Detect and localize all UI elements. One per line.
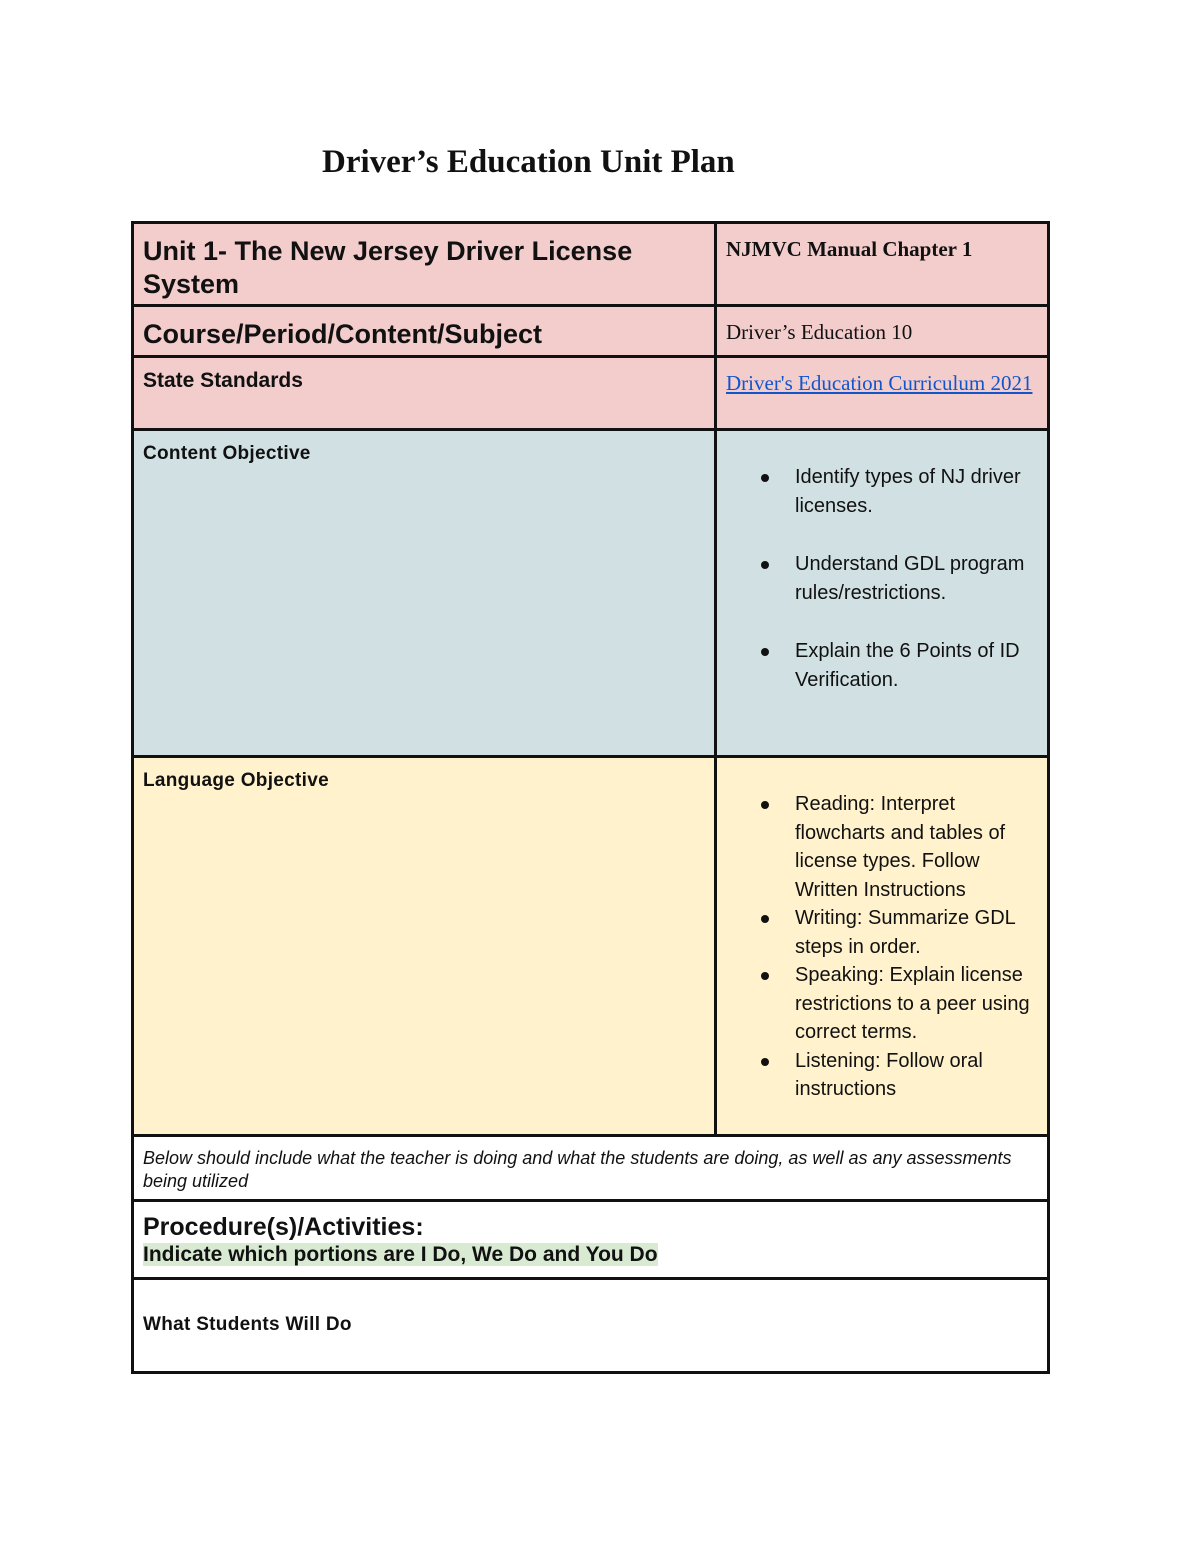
- table-row: [133, 1201, 1049, 1279]
- unit-label-cell: [133, 223, 716, 306]
- unit-label: Unit 1- The New Jersey Driver License System: [143, 236, 633, 299]
- course-value-cell: [716, 306, 1049, 357]
- list-item: Understand GDL program rules/restrictions.: [795, 550, 1039, 607]
- unit-value-cell: [716, 223, 1049, 306]
- students-label: What Students Will Do: [143, 1314, 352, 1335]
- bullet-icon: [761, 915, 769, 923]
- course-label-cell: [133, 306, 716, 357]
- document-title: Driver’s Education Unit Plan: [322, 144, 735, 180]
- content-objective-label: Content Objective: [143, 443, 311, 464]
- standards-label-cell: [133, 357, 716, 430]
- bullet-icon: [761, 648, 769, 656]
- list-item: Identify types of NJ driver licenses.: [795, 463, 1039, 520]
- curriculum-link[interactable]: Driver's Education Curriculum 2021: [726, 371, 1033, 395]
- language-objective-label: Language Objective: [143, 770, 329, 791]
- list-item: Listening: Follow oral instructions: [795, 1047, 1039, 1104]
- list-item: Explain the 6 Points of ID Verification.: [795, 637, 1039, 694]
- language-objective-label-cell: [133, 757, 716, 1136]
- unit-value: NJMVC Manual Chapter 1: [726, 237, 973, 261]
- list-item: Speaking: Explain license restrictions to a peer using correct terms.: [795, 961, 1039, 1047]
- bullet-icon: [761, 972, 769, 980]
- content-objective-cell: [716, 430, 1049, 757]
- table-row: [133, 757, 1049, 1136]
- table-row: [133, 430, 1049, 757]
- standards-value-cell: [716, 357, 1049, 430]
- students-cell: [133, 1279, 1049, 1373]
- table-row: [133, 1279, 1049, 1373]
- language-objective-list: [717, 758, 1047, 1104]
- language-objective-cell: [716, 757, 1049, 1136]
- bullet-icon: [761, 801, 769, 809]
- unit-plan-table: [131, 221, 1050, 1374]
- bullet-icon: [761, 474, 769, 482]
- course-label: Course/Period/Content/Subject: [143, 319, 543, 349]
- table-row: [133, 306, 1049, 357]
- table-row: [133, 1136, 1049, 1201]
- bullet-icon: [761, 561, 769, 569]
- instruction-note: Below should include what the teacher is doing and what the students are doing, as well as any assessments being utilized: [143, 1148, 1012, 1191]
- procedure-cell: [133, 1201, 1049, 1279]
- content-objective-list: [717, 431, 1047, 694]
- course-value: Driver’s Education 10: [726, 320, 913, 344]
- list-item: Writing: Summarize GDL steps in order.: [795, 904, 1039, 961]
- table-row: [133, 223, 1049, 306]
- note-cell: [133, 1136, 1049, 1201]
- standards-label: State Standards: [143, 369, 303, 392]
- table-row: [133, 357, 1049, 430]
- procedure-title: Procedure(s)/Activities:: [143, 1213, 424, 1241]
- content-objective-label-cell: [133, 430, 716, 757]
- bullet-icon: [761, 1058, 769, 1066]
- list-item: Reading: Interpret flowcharts and tables of license types. Follow Written Instructions: [795, 790, 1039, 904]
- procedure-subtitle: Indicate which portions are I Do, We Do and You Do: [143, 1243, 658, 1266]
